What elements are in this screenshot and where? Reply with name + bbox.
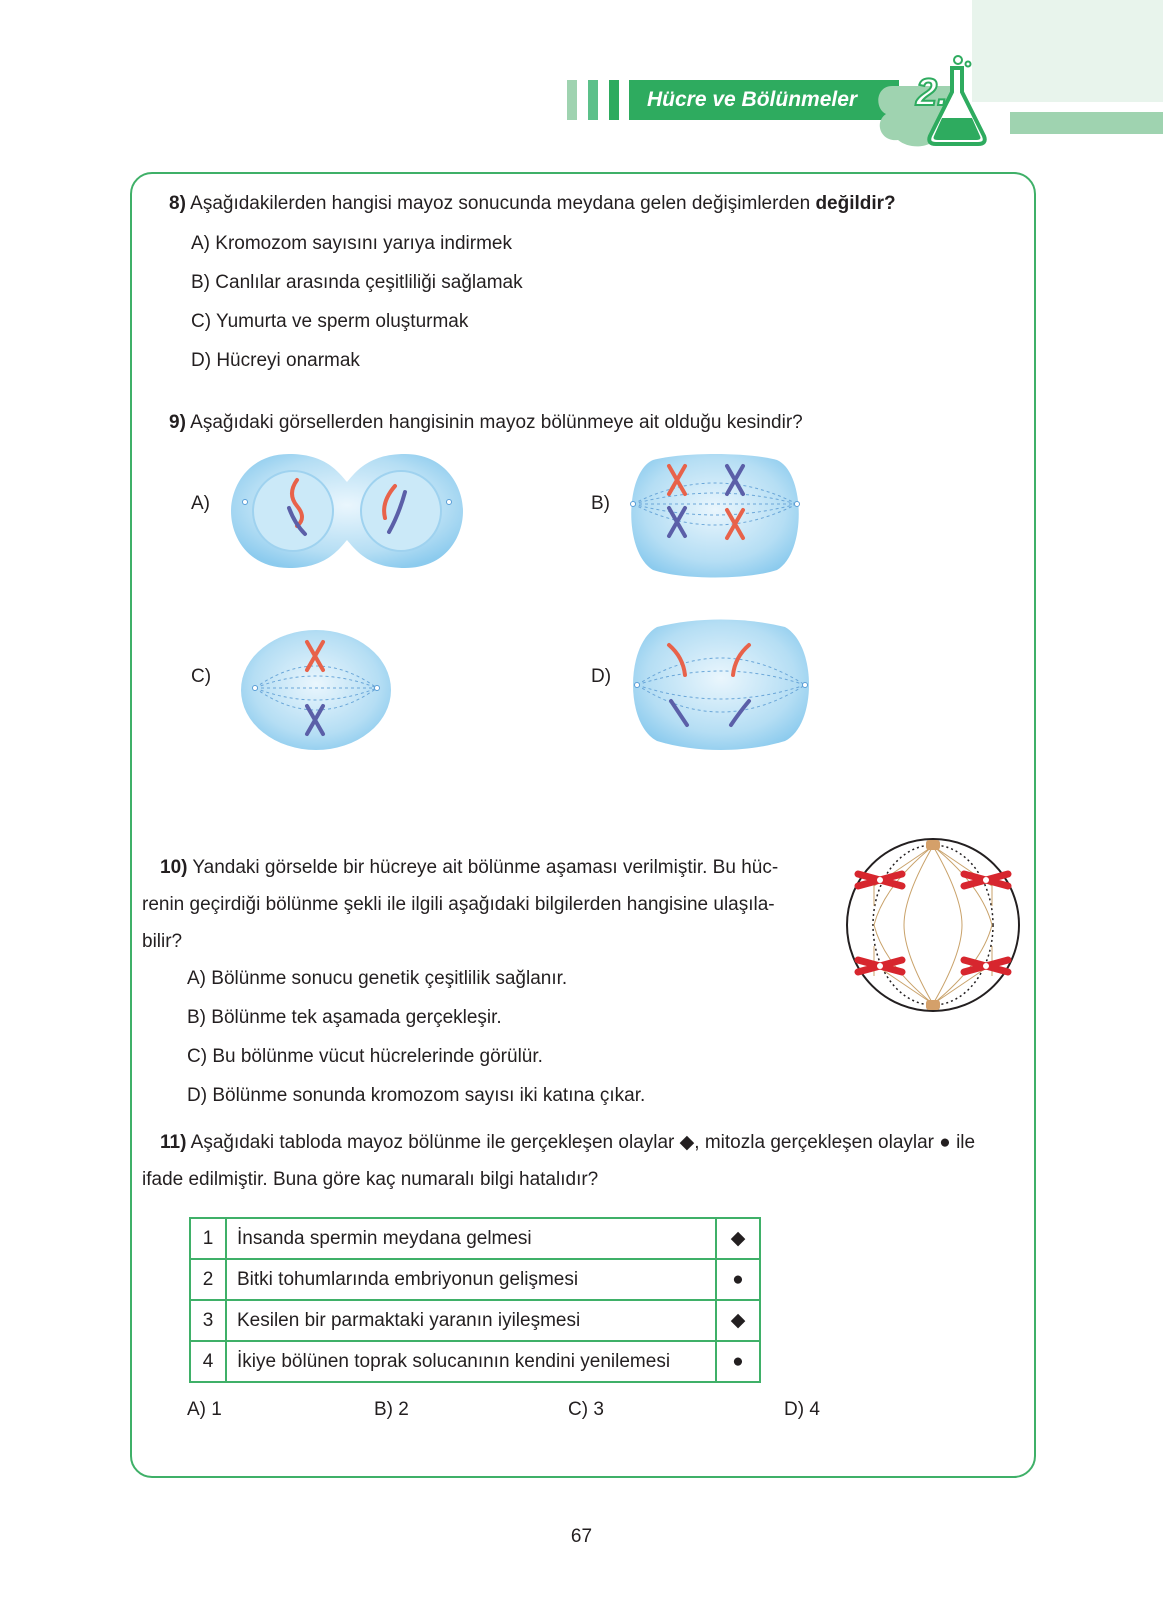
table-row [190, 1259, 760, 1300]
q10-option-a: A) Bölünme sonucu genetik çeşitlilik sağlanır. [187, 968, 568, 989]
table-row [190, 1341, 760, 1382]
row-number: 3 [190, 1300, 226, 1341]
q9-label-a: A) [191, 493, 210, 514]
question-8: 8) Aşağıdakilerden hangisi mayoz sonucunda meydana gelen değişimlerden değildir? [169, 193, 896, 214]
question-9: 9) Aşağıdaki görsellerden hangisinin mayoz bölünmeye ait olduğu kesindir? [169, 412, 803, 433]
cell-diagram-a [229, 448, 465, 574]
q9-label-c: C) [191, 666, 212, 687]
circle-icon: ● [716, 1341, 760, 1382]
q8-option-a: A) Kromozom sayısını yarıya indirmek [191, 233, 512, 254]
question-10-line-2: renin geçirdiği bölünme şekli ile ilgili aşağıdaki bilgilerden hangisine ulaşıla- [142, 894, 775, 915]
q11-option-c: C) 3 [568, 1399, 604, 1420]
q8-option-b: B) Canlılar arasında çeşitliliği sağlamak [191, 272, 523, 293]
q10-option-c: C) Bu bölünme vücut hücrelerinde görülür. [187, 1046, 543, 1067]
circle-icon: ● [939, 1132, 951, 1153]
q10-option-b: B) Bölünme tek aşamada gerçekleşir. [187, 1007, 502, 1028]
table-row [190, 1218, 760, 1259]
q8-option-c: C) Yumurta ve sperm oluşturmak [191, 311, 469, 332]
q11-option-b: B) 2 [374, 1399, 409, 1420]
cell-diagram-c [239, 628, 393, 752]
q11-table [189, 1217, 761, 1383]
row-text: Kesilen bir parmaktaki yaranın iyileşmesi [226, 1300, 716, 1341]
q10-option-d: D) Bölünme sonunda kromozom sayısı iki katına çıkar. [187, 1085, 646, 1106]
circle-icon: ● [716, 1259, 760, 1300]
row-number: 4 [190, 1341, 226, 1382]
row-text: İnsanda spermin meydana gelmesi [226, 1218, 716, 1259]
q11-option-d: D) 4 [784, 1399, 820, 1420]
chapter-title: Hücre ve Bölünmeler [629, 80, 899, 120]
cell-diagram-d [627, 617, 815, 753]
question-11-line-2: ifade edilmiştir. Buna göre kaç numaralı bilgi hatalıdır? [142, 1169, 599, 1190]
table-row [190, 1300, 760, 1341]
header-stripe [567, 80, 577, 120]
question-10-line-3: bilir? [142, 931, 183, 952]
row-text: İkiye bölünen toprak solucanının kendini yenilemesi [226, 1341, 716, 1382]
q9-label-b: B) [591, 493, 610, 514]
diamond-icon: ◆ [679, 1132, 695, 1153]
row-text: Bitki tohumlarında embriyonun gelişmesi [226, 1259, 716, 1300]
question-10-line-1: 10) Yandaki görselde bir hücreye ait bölünme aşaması verilmiştir. Bu hüc- [160, 857, 779, 878]
page-number: 67 [570, 1526, 593, 1547]
diamond-icon: ◆ [716, 1300, 760, 1341]
header-accent-line [1010, 112, 1163, 134]
diamond-icon: ◆ [716, 1218, 760, 1259]
q11-option-a: A) 1 [187, 1399, 222, 1420]
cell-diagram-b [623, 452, 807, 580]
question-11-line-1: 11) Aşağıdaki tabloda mayoz bölünme ile gerçekleşen olaylar ◆, mitozla gerçekleşen olaylar ● ile [160, 1132, 976, 1153]
cell-division-figure [844, 836, 1022, 1014]
row-number: 2 [190, 1259, 226, 1300]
row-number: 1 [190, 1218, 226, 1259]
header-stripe [609, 80, 619, 120]
header-stripe [588, 80, 598, 120]
chapter-number: 2. [916, 72, 948, 114]
q9-label-d: D) [591, 666, 612, 687]
q8-option-d: D) Hücreyi onarmak [191, 350, 360, 371]
